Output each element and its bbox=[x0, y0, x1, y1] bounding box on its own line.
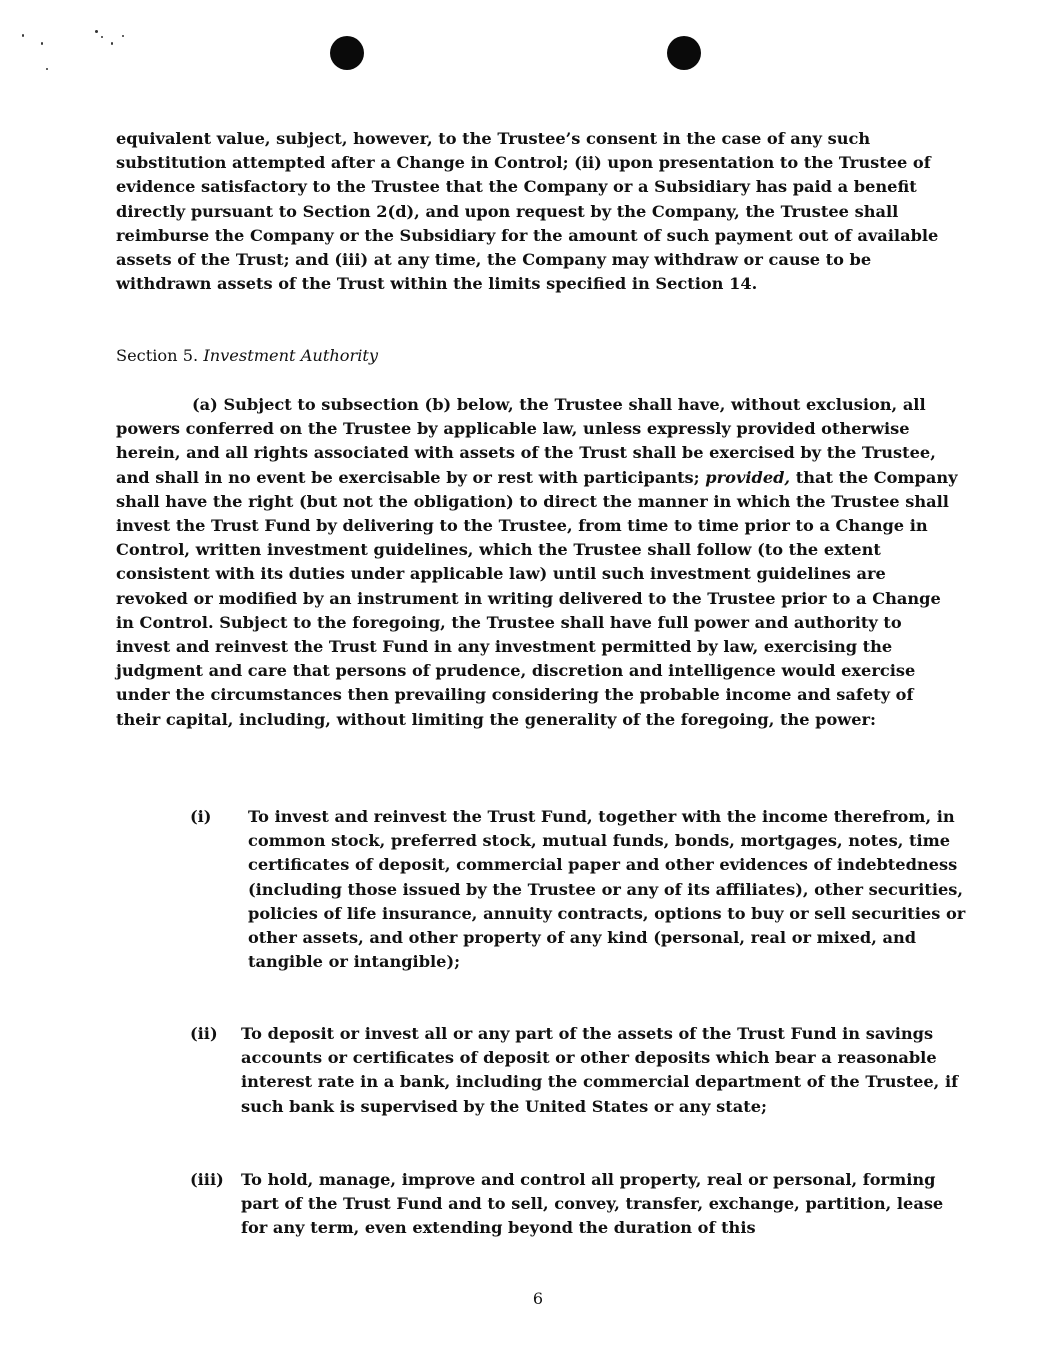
section-number: Section 5. bbox=[116, 346, 199, 365]
list-item-text: To deposit or invest all or any part of the assets of the Trust Fund in savings accounts or certificates of deposit or other deposits which bear a reasonable interest rate in a bank, including the commercial department of the Trustee, if such bank is supervised by the United States or any state; bbox=[241, 1024, 959, 1116]
subsection-a-paragraph bbox=[116, 393, 960, 732]
list-item-text: To hold, manage, improve and control all property, real or personal, forming part of the Trust Fund and to sell, convey, transfer, exchange, partition, lease for any term, even extending beyond the duration of this bbox=[241, 1170, 944, 1238]
scan-speck bbox=[22, 34, 24, 37]
list-item-number: (i) bbox=[190, 807, 212, 826]
list-item bbox=[190, 805, 970, 1005]
continuation-paragraph: equivalent value, subject, however, to the Trustee’s consent in the case of any such substitution attempted after a Change in Control; (ii) upon presentation to the Trustee of evidence satisfactory to the Trustee that the Company or a Subsidiary has paid a benefit directly pursuant to Section 2(d), and upon request by the Company, the Trustee shall reimburse the Company or the Subsidiary for the amount of such payment out of available assets of the Trust; and (iii) at any time, the Company may withdraw or cause to be withdrawn assets of the Trust within the limits specified in Section 14. bbox=[116, 129, 939, 294]
provided-term: provided, bbox=[705, 467, 791, 487]
scan-speck bbox=[95, 30, 98, 33]
section-title: Investment Authority bbox=[203, 346, 379, 365]
punch-hole-right bbox=[667, 36, 701, 70]
list-item-number: (iii) bbox=[190, 1170, 224, 1189]
scan-speck bbox=[122, 35, 124, 37]
subsection-a-text-part2: that the Company shall have the right (but not the obligation) to direct the manner in which the Trustee shall invest the Trust Fund by delivering to the Trustee, from time to time prior to a Change in Control, written investment guidelines, which the Trustee shall follow (to the extent consistent with its duties under applicable law) until such investment guidelines are revoked or modified by an instrument in writing delivered to the Trustee prior to a Change in Control. Subject to the foregoing, the Trustee shall have full power and authority to invest and reinvest the Trust Fund in any investment permitted by law, exercising the judgment and care that persons of prudence, discretion and intelligence would exercise under the circumstances then prevailing considering the probable income and safety of their capital, including, without limiting the generality of the foregoing, the power: bbox=[116, 467, 958, 729]
list-item-text: To invest and reinvest the Trust Fund, together with the income therefrom, in common stock, preferred stock, mutual funds, bonds, mortgages, notes, time certificates of deposit, commercial paper and other evidences of indebtedness (including those issued by the Trustee or any of its affiliates), other securities, policies of life insurance, annuity contracts, options to buy or sell securities or other assets, and other property of any kind (personal, real or mixed, and tangible or intangible); bbox=[248, 807, 966, 972]
scan-speck bbox=[101, 36, 103, 38]
punch-hole-left bbox=[330, 36, 364, 70]
subsection-a-text-part1: (a) Subject to subsection (b) below, the Trustee shall have, without exclusion, all powers conferred on the Trustee by applicable law, unless expressly provided otherwise herein, and all rights associated with assets of the Trust shall be exercised by the Trustee, and shall in no event be exercisable by or rest with participants; bbox=[116, 395, 936, 487]
scan-speck bbox=[41, 42, 43, 45]
page-number: 6 bbox=[532, 1289, 544, 1308]
scan-speck bbox=[46, 68, 48, 70]
list-item bbox=[190, 1168, 970, 1248]
list-item-number: (ii) bbox=[190, 1024, 218, 1043]
section-heading bbox=[116, 344, 960, 368]
scan-speck bbox=[111, 42, 113, 45]
list-item bbox=[190, 1022, 970, 1152]
